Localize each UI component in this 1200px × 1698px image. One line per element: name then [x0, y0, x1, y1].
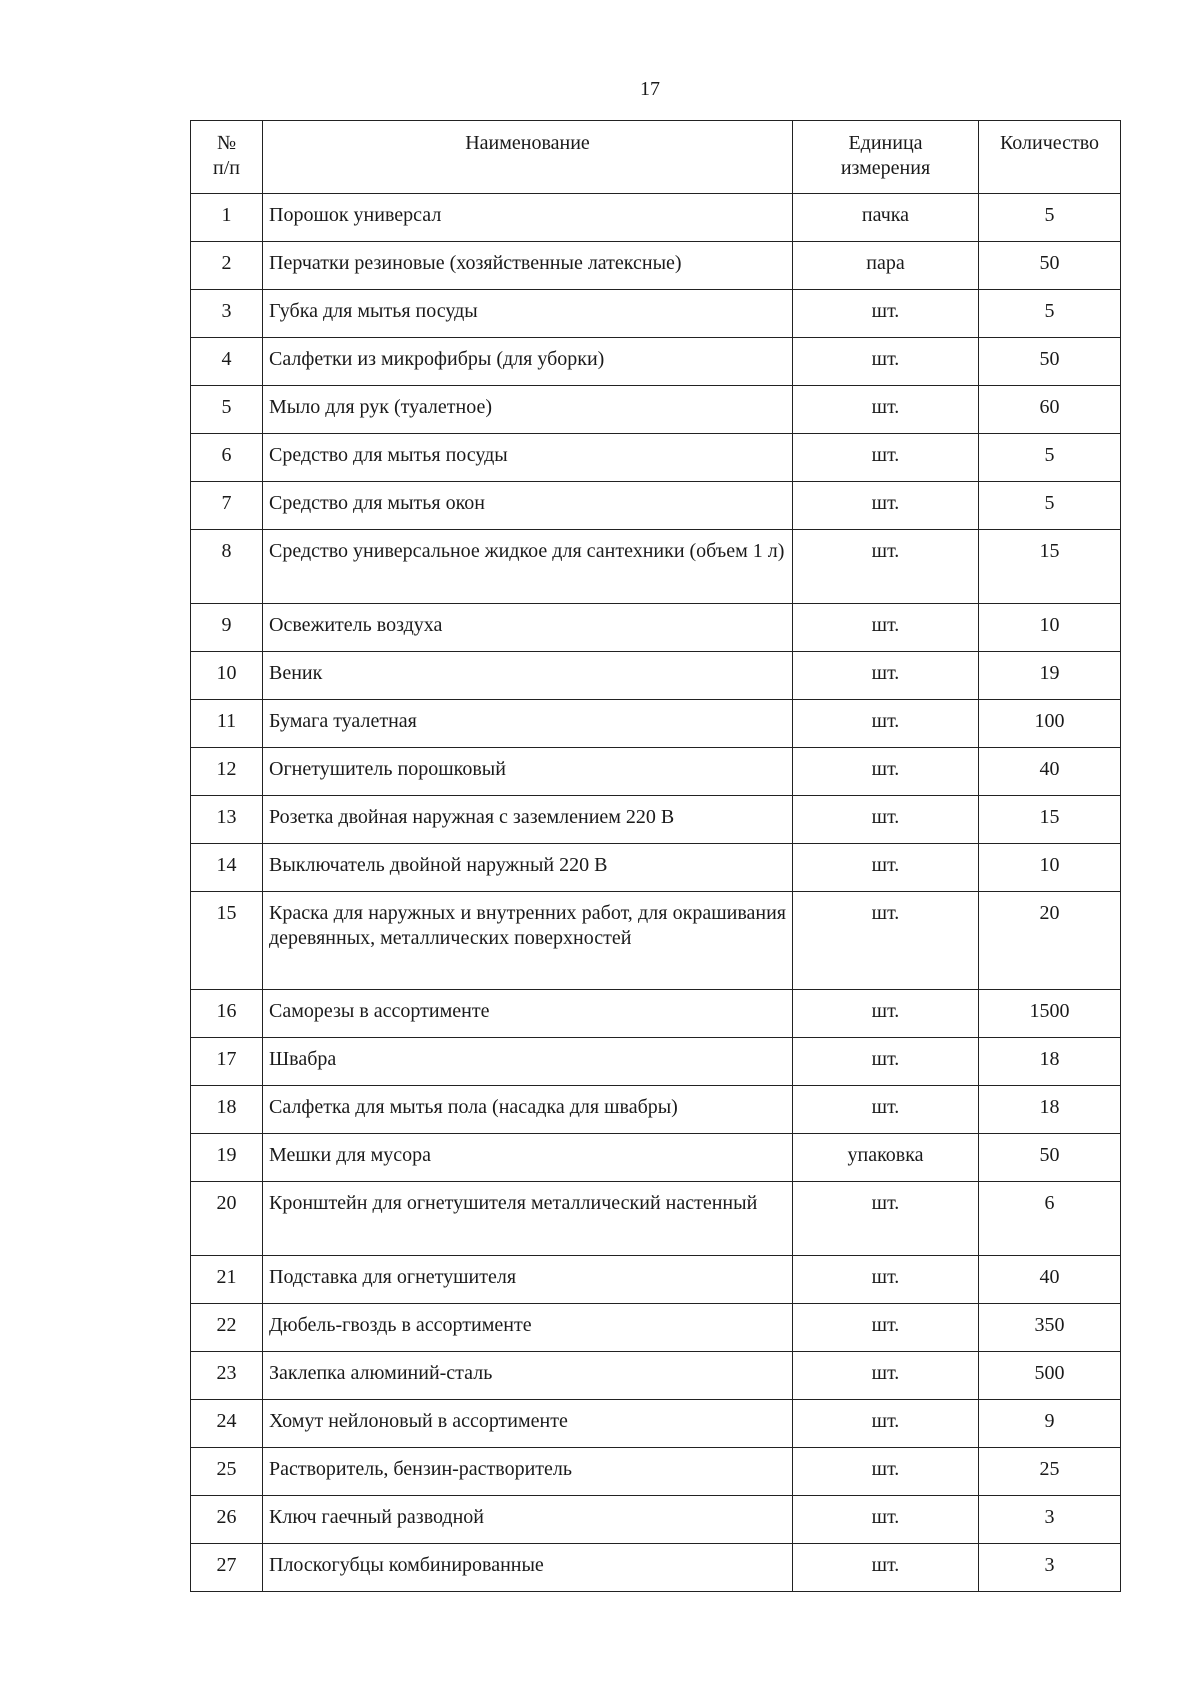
- item-unit: шт.: [793, 1304, 979, 1352]
- table-row: [191, 990, 1121, 1038]
- item-name: Кронштейн для огнетушителя металлический настенный: [263, 1182, 793, 1256]
- table-row: [191, 242, 1121, 290]
- item-unit: шт.: [793, 796, 979, 844]
- item-unit: шт.: [793, 892, 979, 990]
- table-header-row: [191, 121, 1121, 194]
- item-name: Швабра: [263, 1038, 793, 1086]
- row-number: 3: [191, 290, 263, 338]
- row-number: 5: [191, 386, 263, 434]
- item-quantity: 5: [979, 290, 1121, 338]
- table-row: [191, 1086, 1121, 1134]
- item-unit: шт.: [793, 700, 979, 748]
- item-quantity: 500: [979, 1352, 1121, 1400]
- row-number: 12: [191, 748, 263, 796]
- item-unit: пара: [793, 242, 979, 290]
- item-name: Средство для мытья окон: [263, 482, 793, 530]
- table-row: [191, 434, 1121, 482]
- item-unit: пачка: [793, 194, 979, 242]
- row-number: 9: [191, 604, 263, 652]
- item-name: Перчатки резиновые (хозяйственные латексные): [263, 242, 793, 290]
- table-row: [191, 290, 1121, 338]
- row-number: 13: [191, 796, 263, 844]
- item-name: Салфетка для мытья пола (насадка для швабры): [263, 1086, 793, 1134]
- row-number: 21: [191, 1256, 263, 1304]
- item-quantity: 40: [979, 1256, 1121, 1304]
- table-row: [191, 892, 1121, 990]
- item-unit: шт.: [793, 290, 979, 338]
- row-number: 2: [191, 242, 263, 290]
- table-row: [191, 530, 1121, 604]
- table-row: [191, 1448, 1121, 1496]
- table-row: [191, 1182, 1121, 1256]
- table-row: [191, 1038, 1121, 1086]
- item-quantity: 25: [979, 1448, 1121, 1496]
- item-unit: шт.: [793, 652, 979, 700]
- row-number: 1: [191, 194, 263, 242]
- table-row: [191, 1496, 1121, 1544]
- item-quantity: 10: [979, 844, 1121, 892]
- item-unit: шт.: [793, 1496, 979, 1544]
- item-name: Дюбель-гвоздь в ассортименте: [263, 1304, 793, 1352]
- item-unit: шт.: [793, 1352, 979, 1400]
- table-row: [191, 844, 1121, 892]
- item-quantity: 5: [979, 194, 1121, 242]
- table-body: [191, 194, 1121, 1592]
- item-unit: шт.: [793, 748, 979, 796]
- item-unit: шт.: [793, 604, 979, 652]
- item-unit: шт.: [793, 1182, 979, 1256]
- item-unit: шт.: [793, 1038, 979, 1086]
- row-number: 4: [191, 338, 263, 386]
- item-name: Плоскогубцы комбинированные: [263, 1544, 793, 1592]
- item-unit: шт.: [793, 338, 979, 386]
- page-number: 17: [640, 78, 660, 100]
- row-number: 23: [191, 1352, 263, 1400]
- item-name: Средство для мытья посуды: [263, 434, 793, 482]
- item-quantity: 50: [979, 1134, 1121, 1182]
- item-name: Веник: [263, 652, 793, 700]
- row-number: 24: [191, 1400, 263, 1448]
- item-unit: шт.: [793, 1256, 979, 1304]
- table-row: [191, 194, 1121, 242]
- header-quantity: Количество: [979, 121, 1121, 194]
- item-quantity: 18: [979, 1038, 1121, 1086]
- item-quantity: 15: [979, 530, 1121, 604]
- item-unit: шт.: [793, 1400, 979, 1448]
- row-number: 19: [191, 1134, 263, 1182]
- item-name: Заклепка алюминий-сталь: [263, 1352, 793, 1400]
- row-number: 11: [191, 700, 263, 748]
- table-row: [191, 1544, 1121, 1592]
- item-name: Средство универсальное жидкое для сантехники (объем 1 л): [263, 530, 793, 604]
- item-quantity: 20: [979, 892, 1121, 990]
- item-name: Саморезы в ассортименте: [263, 990, 793, 1038]
- table-row: [191, 386, 1121, 434]
- item-name: Освежитель воздуха: [263, 604, 793, 652]
- table-row: [191, 1134, 1121, 1182]
- item-quantity: 5: [979, 482, 1121, 530]
- item-name: Розетка двойная наружная с заземлением 220 В: [263, 796, 793, 844]
- item-name: Губка для мытья посуды: [263, 290, 793, 338]
- item-quantity: 9: [979, 1400, 1121, 1448]
- item-unit: шт.: [793, 386, 979, 434]
- row-number: 10: [191, 652, 263, 700]
- table-row: [191, 652, 1121, 700]
- supplies-table: [190, 120, 1121, 1592]
- item-name: Растворитель, бензин-растворитель: [263, 1448, 793, 1496]
- item-name: Огнетушитель порошковый: [263, 748, 793, 796]
- item-quantity: 18: [979, 1086, 1121, 1134]
- item-name: Мешки для мусора: [263, 1134, 793, 1182]
- item-quantity: 6: [979, 1182, 1121, 1256]
- row-number: 8: [191, 530, 263, 604]
- row-number: 18: [191, 1086, 263, 1134]
- item-name: Хомут нейлоновый в ассортименте: [263, 1400, 793, 1448]
- item-name: Порошок универсал: [263, 194, 793, 242]
- item-unit: шт.: [793, 844, 979, 892]
- row-number: 27: [191, 1544, 263, 1592]
- item-quantity: 350: [979, 1304, 1121, 1352]
- item-name: Бумага туалетная: [263, 700, 793, 748]
- row-number: 20: [191, 1182, 263, 1256]
- table-row: [191, 482, 1121, 530]
- row-number: 17: [191, 1038, 263, 1086]
- item-name: Мыло для рук (туалетное): [263, 386, 793, 434]
- table-row: [191, 1256, 1121, 1304]
- row-number: 6: [191, 434, 263, 482]
- row-number: 16: [191, 990, 263, 1038]
- item-name: Салфетки из микрофибры (для уборки): [263, 338, 793, 386]
- item-unit: шт.: [793, 1544, 979, 1592]
- item-quantity: 15: [979, 796, 1121, 844]
- item-unit: упаковка: [793, 1134, 979, 1182]
- row-number: 14: [191, 844, 263, 892]
- item-quantity: 5: [979, 434, 1121, 482]
- table-row: [191, 700, 1121, 748]
- header-unit: Единица измерения: [793, 121, 979, 194]
- row-number: 7: [191, 482, 263, 530]
- item-name: Краска для наружных и внутренних работ, для окрашивания деревянных, металлических поверхностей: [263, 892, 793, 990]
- row-number: 15: [191, 892, 263, 990]
- item-quantity: 50: [979, 338, 1121, 386]
- item-quantity: 1500: [979, 990, 1121, 1038]
- item-name: Подставка для огнетушителя: [263, 1256, 793, 1304]
- table-row: [191, 796, 1121, 844]
- table-row: [191, 1352, 1121, 1400]
- item-quantity: 3: [979, 1544, 1121, 1592]
- header-name: Наименование: [263, 121, 793, 194]
- row-number: 25: [191, 1448, 263, 1496]
- table-row: [191, 338, 1121, 386]
- table-row: [191, 1400, 1121, 1448]
- item-quantity: 10: [979, 604, 1121, 652]
- table-row: [191, 748, 1121, 796]
- item-unit: шт.: [793, 530, 979, 604]
- item-quantity: 50: [979, 242, 1121, 290]
- item-unit: шт.: [793, 1448, 979, 1496]
- item-unit: шт.: [793, 990, 979, 1038]
- item-quantity: 100: [979, 700, 1121, 748]
- item-quantity: 60: [979, 386, 1121, 434]
- header-number: № п/п: [191, 121, 263, 194]
- table-row: [191, 1304, 1121, 1352]
- row-number: 22: [191, 1304, 263, 1352]
- item-name: Ключ гаечный разводной: [263, 1496, 793, 1544]
- table-row: [191, 604, 1121, 652]
- row-number: 26: [191, 1496, 263, 1544]
- item-quantity: 3: [979, 1496, 1121, 1544]
- item-quantity: 40: [979, 748, 1121, 796]
- item-unit: шт.: [793, 482, 979, 530]
- item-unit: шт.: [793, 1086, 979, 1134]
- item-quantity: 19: [979, 652, 1121, 700]
- item-unit: шт.: [793, 434, 979, 482]
- item-name: Выключатель двойной наружный 220 В: [263, 844, 793, 892]
